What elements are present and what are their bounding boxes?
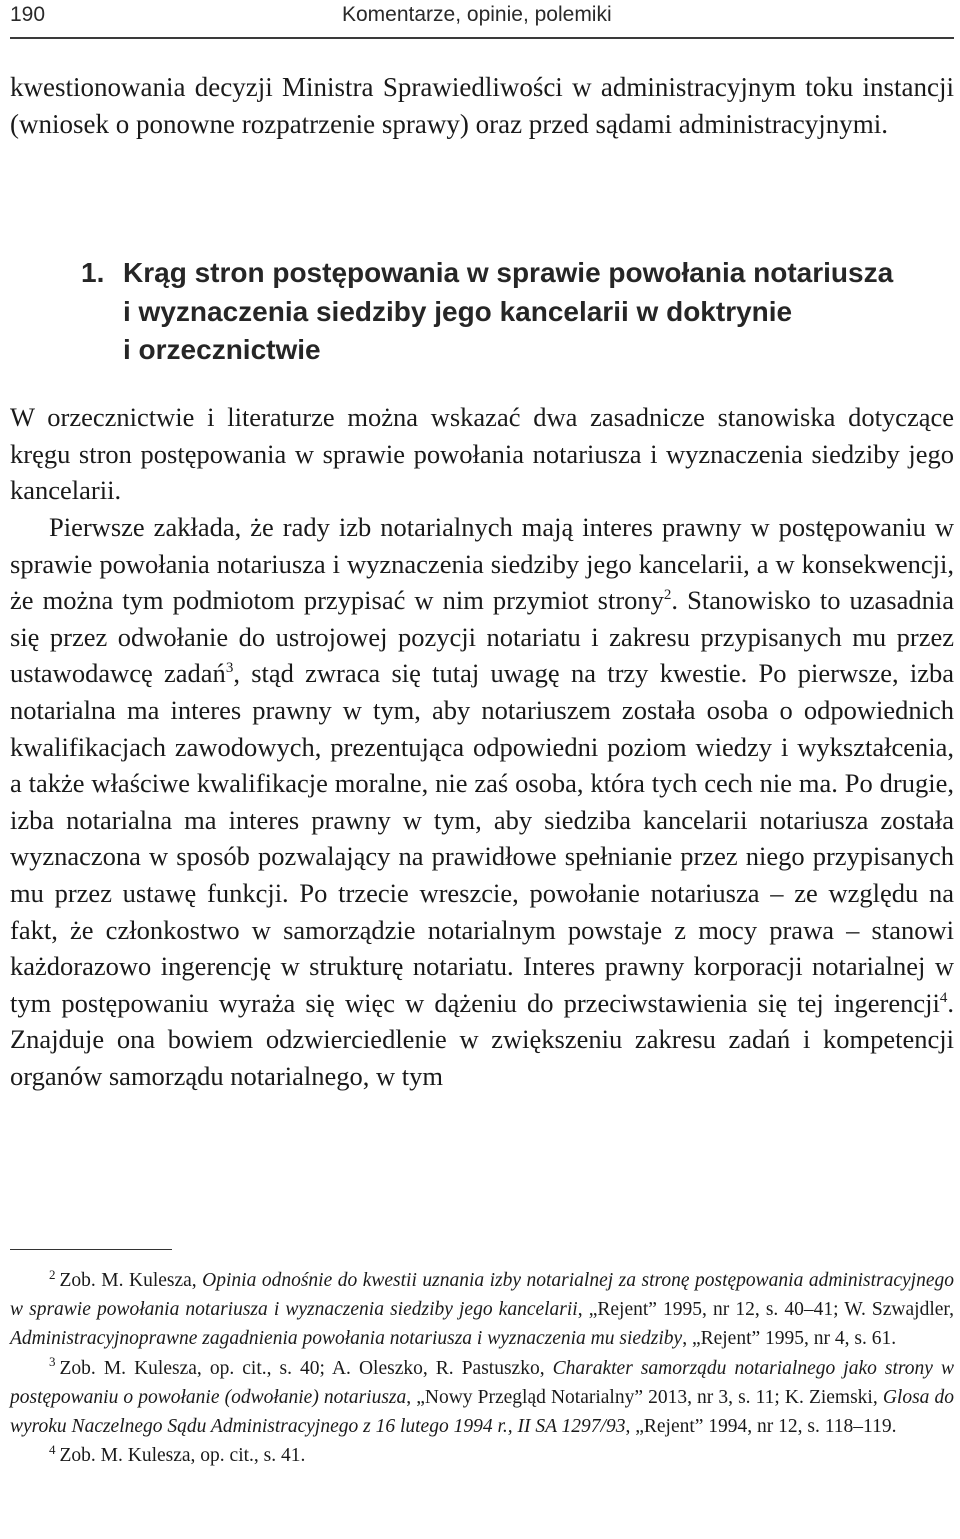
header-rule bbox=[10, 37, 954, 39]
footnote-3 bbox=[10, 1354, 954, 1442]
footnote-title: Opinia odnośnie do kwestii uznania izby notarialnej za stronę postępowania administracyjnego w sprawie powołania notariusza i wyznaczenia siedziby jego kancelarii bbox=[10, 1270, 954, 1321]
page-number: 190 bbox=[10, 3, 46, 26]
body-paragraph-1: W orzecznictwie i literaturze można wskazać dwa zasadnicze stanowiska dotyczące kręgu stron postępowania w sprawie powołania notariusza i wyznaczenia siedziby jego kancelarii. bbox=[10, 402, 954, 506]
footnote-number: 4 bbox=[49, 1441, 56, 1457]
footnote-ref-3[interactable]: 3 bbox=[225, 660, 234, 677]
footnote-2 bbox=[10, 1266, 954, 1354]
section-title-line-2: i wyznaczenia siedziby jego kancelarii w doktrynie bbox=[123, 295, 793, 327]
footnote-ref-4[interactable]: 4 bbox=[939, 989, 948, 1006]
intro-paragraph: kwestionowania decyzji Ministra Sprawiedliwości w administracyjnym toku instancji (wniosek o ponowne rozpatrzenie sprawy) oraz przed sądami administracyjnymi. bbox=[10, 72, 954, 139]
section-heading bbox=[81, 254, 941, 370]
footnote-title: Administracyjnoprawne zagadnienia powołania notariusza i wyznaczenia mu siedziby bbox=[10, 1328, 683, 1350]
footnote-ref-2[interactable]: 2 bbox=[663, 587, 672, 604]
running-head-title: Komentarze, opinie, polemiki bbox=[342, 3, 612, 26]
body-paragraph-2-part-2: . Stanowisko to uzasadnia się przez odwołanie do ustrojowej pozycji notariatu i zakresu przypisanych mu przez ustawodawcę zadań bbox=[10, 585, 954, 689]
footnotes bbox=[10, 1266, 954, 1470]
footnote-number: 2 bbox=[49, 1266, 56, 1282]
body-paragraph-2-part-4: . Znajduje ona bowiem odzwierciedlenie w zwiększeniu zakresu zadań i kompetencji organów samorządu notarialnego, w tym bbox=[10, 987, 954, 1091]
body-paragraph-2-part-3: , stąd zwraca się tutaj uwagę na trzy kwestie. Po pierwsze, izba notarialna ma interes prawny w tym, aby notariuszem została osoba o odpowiednich kwalifikacjach zawodowych, prezentująca odpowiedni poziom wiedzy i wykształcenia, a także właściwe kwalifikacje moralne, nie zaś osoba, która tych cech nie ma. Po drugie, izba notarialna ma interes prawny w tym, aby siedziba kancelarii notariusza została wyznaczona w sposób pozwalający na prawidłowe spełnianie przez niego przypisanych mu przez ustawę funkcji. Po trzecie wreszcie, powołanie notariusza – ze względu na fakt, że członkostwo w samorządzie notarialnym powstaje z mocy prawa – stanowi każdorazowo ingerencję w strukturę notariatu. Interes prawny korporacji notarialnej w tym postępowaniu wyraża się więc w dążeniu do przeciwstawienia się tej ingerencji bbox=[10, 658, 954, 1018]
footnote-rule bbox=[10, 1249, 172, 1250]
footnote-text: , „Rejent” 1995, nr 4, s. 61. bbox=[682, 1328, 897, 1350]
footnote-text: , „Rejent” 1995, nr 12, s. 40–41; W. Szwajdler, bbox=[577, 1299, 954, 1321]
running-head bbox=[10, 0, 955, 33]
footnote-text: Zob. M. Kulesza, op. cit., s. 40; A. Oleszko, R. Pastuszko, bbox=[59, 1357, 553, 1379]
body-paragraph-2 bbox=[10, 509, 954, 1095]
footnote-text: , „Nowy Przegląd Notarialny” 2013, nr 3, s. 11; K. Ziemski, bbox=[406, 1386, 883, 1408]
section-number: 1. bbox=[81, 257, 105, 288]
footnote-text: Zob. M. Kulesza, bbox=[59, 1270, 203, 1291]
footnote-4 bbox=[10, 1441, 954, 1470]
footnote-title: Glosa do wyroku Naczelnego Sądu Administracyjnego z 16 lutego 1994 r., II SA 1297/93 bbox=[10, 1386, 955, 1438]
footnote-text: , „Rejent” 1994, nr 12, s. 118–119. bbox=[625, 1416, 897, 1438]
footnote-number: 3 bbox=[49, 1354, 56, 1370]
section-title-line-1: Krąg stron postępowania w sprawie powołania notariusza bbox=[123, 257, 894, 288]
section-title-line-3: i orzecznictwie bbox=[123, 334, 321, 365]
body-paragraph-2-part-1: Pierwsze zakłada, że rady izb notarialnych mają interes prawny w postępowaniu w sprawie powołania notariusza i wyznaczenia siedziby jego kancelarii, a w konsekwencji, że można tym podmiotom przypisać w nim przymiot strony bbox=[10, 512, 954, 616]
footnote-text: Zob. M. Kulesza, op. cit., s. 41. bbox=[59, 1445, 306, 1467]
footnote-title: Charakter samorządu notarialnego jako strony w postępowaniu o powołanie (odwołanie) notariusza bbox=[10, 1357, 954, 1408]
